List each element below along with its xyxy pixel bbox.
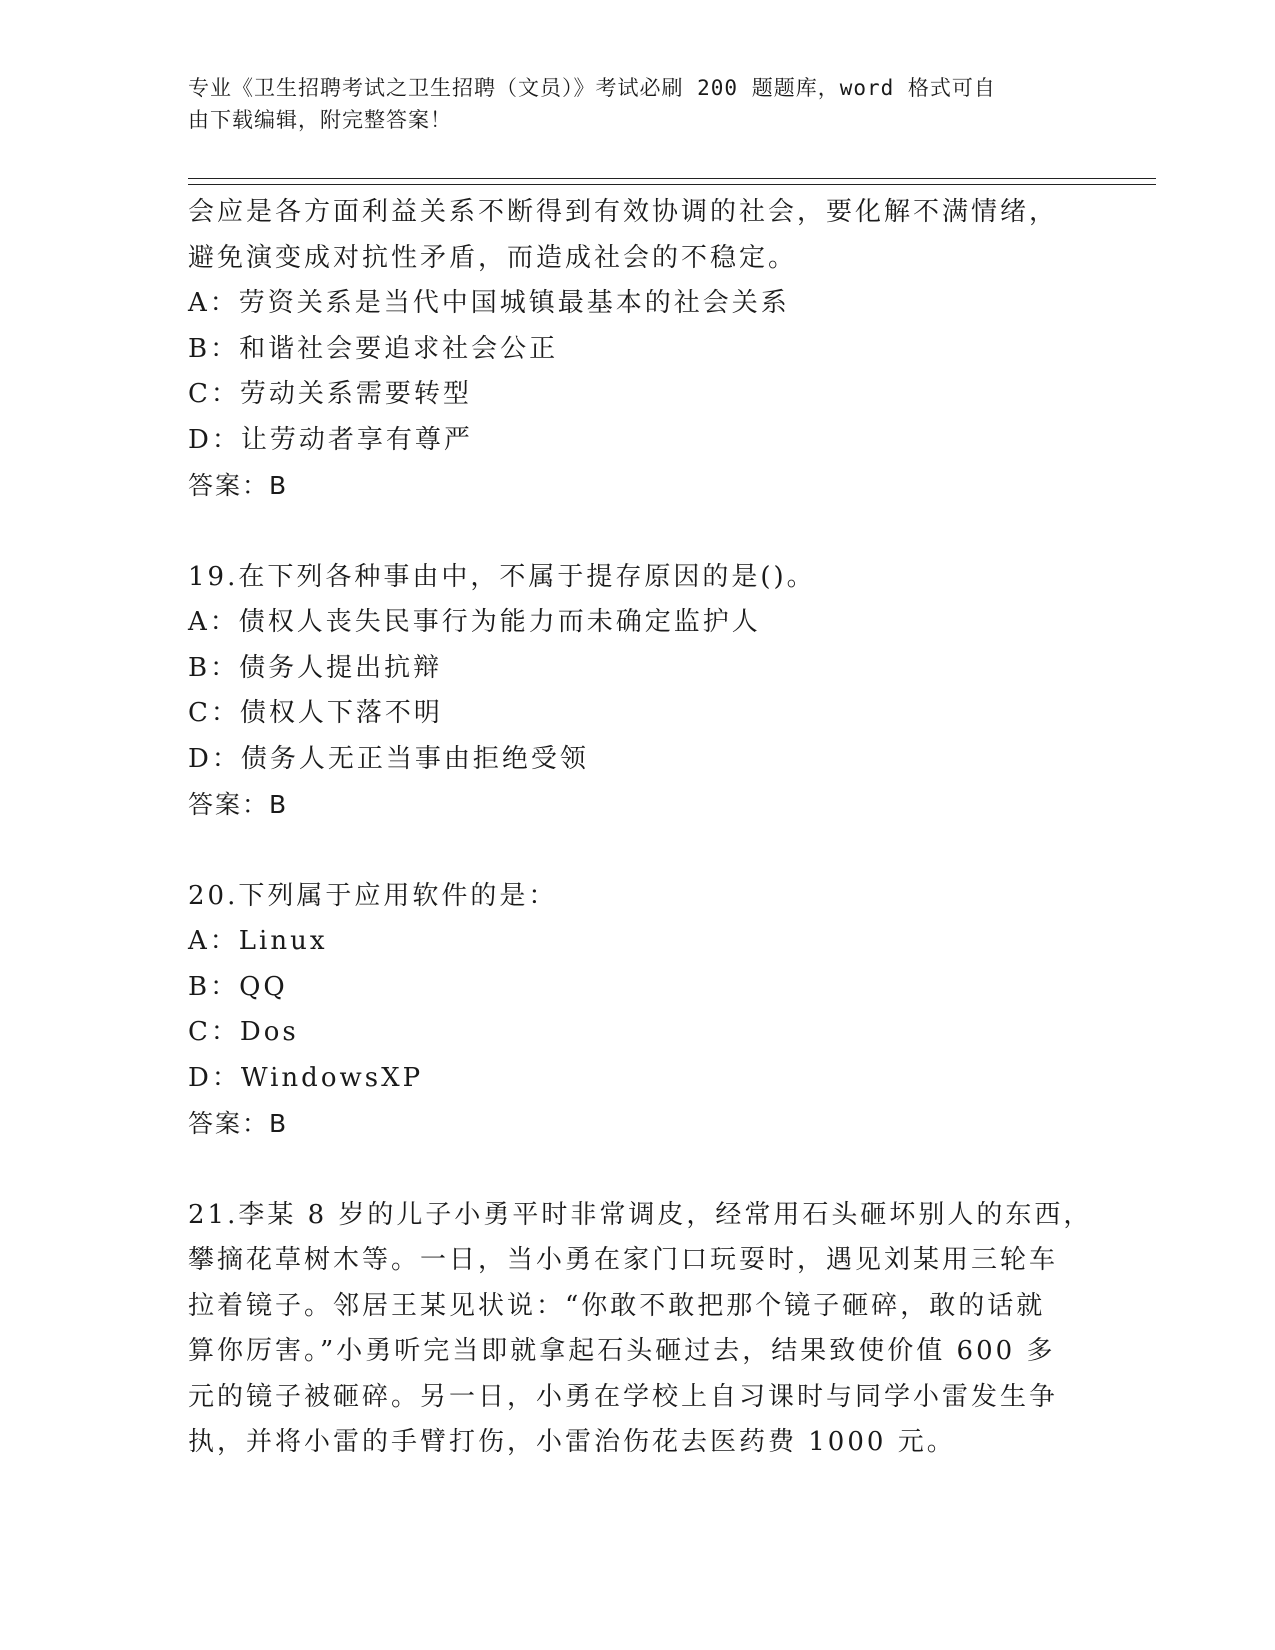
option-d: D：债务人无正当事由拒绝受领 (188, 743, 589, 774)
header-line-1: 专业《卫生招聘考试之卫生招聘（文员）》考试必刷 200 题题库，word 格式可自 (188, 76, 996, 100)
answer-line: 答案：B (188, 1109, 289, 1138)
question-text-line: 21.李某 8 岁的儿子小勇平时非常调皮，经常用石头砸坏别人的东西， (188, 1199, 1093, 1230)
option-d: D：WindowsXP (188, 1062, 424, 1093)
answer-line: 答案：B (188, 471, 289, 500)
question-text-line: 执，并将小雷的手臂打伤，小雷治伤花去医药费 1000 元。 (188, 1427, 956, 1457)
question-20 (188, 874, 1088, 1147)
option-d: D：让劳动者享有尊严 (188, 424, 473, 455)
document-body (188, 190, 1093, 1466)
option-c: C：Dos (188, 1017, 299, 1047)
answer-line: 答案：B (188, 790, 289, 819)
option-c: C：债权人下落不明 (188, 698, 443, 728)
option-b: B：QQ (188, 971, 288, 1002)
option-b: B：和谐社会要追求社会公正 (188, 333, 559, 364)
option-a: A：劳资关系是当代中国城镇最基本的社会关系 (188, 288, 790, 318)
question-stem-line: 会应是各方面利益关系不断得到有效协调的社会，要化解不满情绪， (188, 197, 1059, 227)
spacer (188, 1147, 1088, 1193)
question-text-line: 攀摘花草树木等。一日，当小勇在家门口玩耍时，遇见刘某用三轮车 (188, 1245, 1059, 1275)
header-rule-top (188, 178, 1156, 179)
spacer (188, 828, 1088, 874)
option-c: C：劳动关系需要转型 (188, 379, 472, 409)
option-a: A：Linux (188, 926, 328, 956)
question-stem: 20.下列属于应用软件的是： (188, 880, 558, 911)
option-b: B：债务人提出抗辩 (188, 652, 443, 683)
header-line-2: 由下载编辑，附完整答案！ (188, 108, 452, 132)
question-text-line: 元的镜子被砸碎。另一日，小勇在学校上自习课时与同学小雷发生争 (188, 1381, 1059, 1412)
question-text-line: 拉着镜子。邻居王某见状说：“你敢不敢把那个镜子砸碎，敢的话就 (188, 1290, 1046, 1321)
question-stem: 19.在下列各种事由中，不属于提存原因的是()。 (188, 561, 816, 592)
document-header (188, 72, 1068, 136)
header-rule-bottom (188, 184, 1156, 185)
option-a: A：债权人丧失民事行为能力而未确定监护人 (188, 607, 761, 637)
question-18 (188, 190, 1088, 509)
question-19 (188, 555, 1088, 828)
question-text-line: 算你厉害。”小勇听完当即就拿起石头砸过去，结果致使价值 600 多 (188, 1336, 1056, 1366)
question-stem-line: 避免演变成对抗性矛盾，而造成社会的不稳定。 (188, 242, 798, 273)
question-21 (188, 1193, 1093, 1466)
spacer (188, 509, 1088, 555)
